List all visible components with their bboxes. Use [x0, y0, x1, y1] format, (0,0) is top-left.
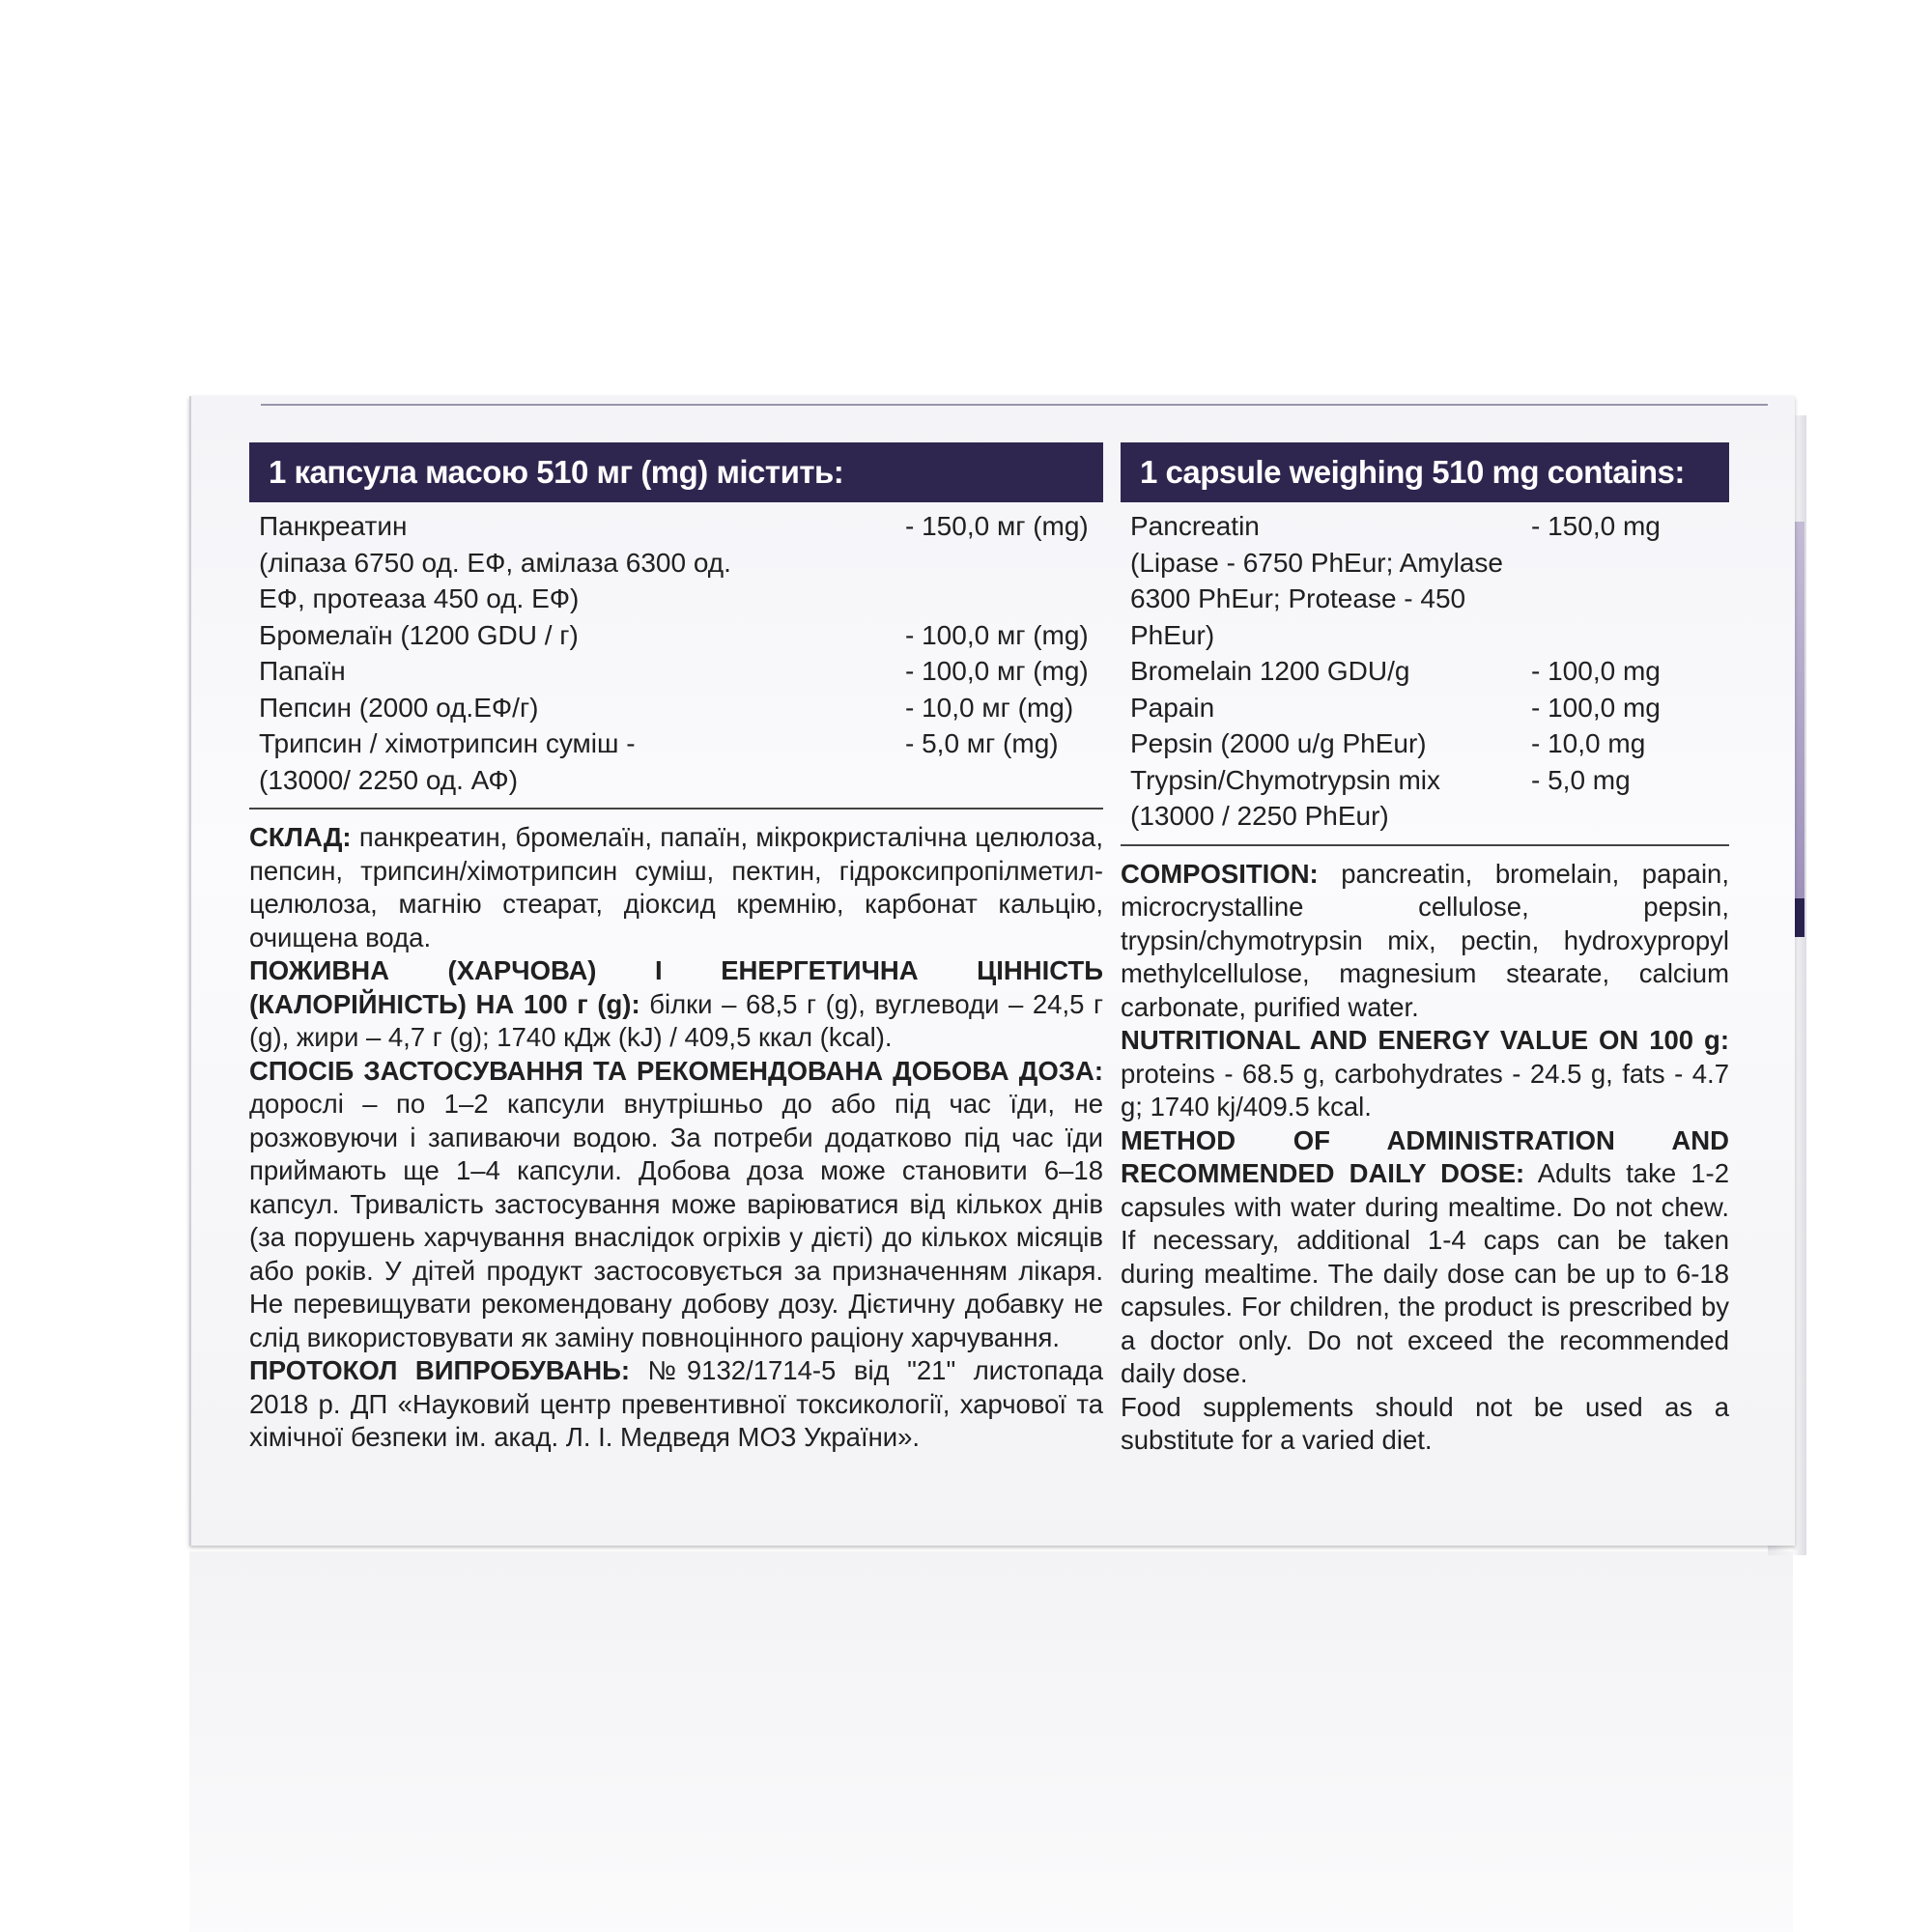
english-column [1121, 442, 1729, 1458]
table-row: Trypsin/Chymotrypsin mix - 5,0 mg [1130, 764, 1631, 795]
table-row: Bromelain 1200 GDU/g - 100,0 mg [1130, 656, 1661, 686]
table-row: (ліпаза 6750 од. ЕФ, амілаза 6300 од. [259, 547, 731, 578]
en-contents-header: 1 capsule weighing 510 mg contains: [1121, 442, 1729, 502]
table-row: Papain - 100,0 mg [1130, 692, 1661, 723]
table-row: Pancreatin - 150,0 mg [1130, 511, 1661, 541]
ua-protocol: ПРОТОКОЛ ВИПРОБУВАНЬ: №9132/1714-5 від "21" листопада 2018 р. ДП «Науковий центр превентивної токсикології, харчової та хімічної безпеки ім. акад. Л. І. Медведя МОЗ України». [249, 1355, 1103, 1452]
table-row: Папаїн - 100,0 мг (mg) [259, 656, 1089, 686]
ua-method: СПОСІБ ЗАСТОСУВАННЯ ТА РЕКОМЕНДОВАНА ДОБОВА ДОЗА: дорослі – по 1–2 капсули внутрішньо до або під час їди, не розжовуючи і запиваючи водою. За потреби додатково під час їди приймають ще 1–4 капсули. Добова доза може становити 6–18 капсул. Тривалість застосування може варіюватися від кількох днів (за порушень харчування внаслідок огріхів у дієті) до кількох місяців або років. У дітей продукт застосовується за призначенням лікаря. Не перевищувати рекомендовану добову дозу. Дієтичну добавку не слід використовувати як заміну повноцінного раціону харчування. [249, 1055, 1103, 1352]
ua-nutrition: ПОЖИВНА (ХАРЧОВА) І ЕНЕРГЕТИЧНА ЦІННІСТЬ (КАЛОРІЙНІСТЬ) НА 100 г (g): білки – 68,5 г (g), вуглеводи – 24,5 г (g), жири – 4,7 г (g); 1740 кДж (kJ) / 409,5 ккал (kcal). [249, 955, 1104, 1052]
reflection-fade [189, 1551, 1793, 1932]
surface-reflection [189, 1551, 1793, 1932]
table-row: Панкреатин - 150,0 мг (mg) [259, 511, 1089, 541]
en-method: METHOD OF ADMINISTRATION AND RECOMMENDED DAILY DOSE: Adults take 1-2 capsules with water during mealtime. Do not chew. If necessary, additional 1-4 caps can be taken during mealtime. The daily dose can be up to 6-18 capsules. For children, the product is prescribed by a doctor only. Do not exceed the recommended daily dose. [1121, 1124, 1729, 1388]
top-edge-line [261, 404, 1768, 406]
table-row: Трипсин / хімотрипсин суміш - - 5,0 мг (mg) [259, 728, 1059, 758]
table-row: Пепсин (2000 од.ЕФ/г) - 10,0 мг (mg) [259, 692, 1074, 723]
table-row: (13000/ 2250 од. АФ) [259, 764, 519, 795]
table-row: (Lipase - 6750 PhEur; Amylase [1130, 547, 1503, 578]
en-description [1121, 858, 1729, 1458]
ua-description [249, 821, 1103, 1455]
table-row: ЕФ, протеаза 450 од. ЕФ) [259, 583, 580, 613]
table-row: Бромелаїн (1200 GDU / г) - 100,0 мг (mg) [259, 619, 1089, 650]
en-ingredients-table [1121, 502, 1729, 846]
en-nutrition: NUTRITIONAL AND ENERGY VALUE ON 100 g: proteins - 68.5 g, carbohydrates - 24.5 g, fats - 4.7 g; 1740 kj/409.5 kcal. [1121, 1025, 1729, 1122]
ua-contents-header: 1 капсула масою 510 мг (mg) містить: [249, 442, 1103, 502]
table-row: Pepsin (2000 u/g PhEur) - 10,0 mg [1130, 728, 1646, 758]
table-row: 6300 PhEur; Protease - 450 PhEur) [1130, 583, 1466, 650]
en-composition: COMPOSITION: pancreatin, bromelain, papain, microcrystalline cellulose, pepsin, trypsin/chymotrypsin mix, pectin, hydroxypropyl methylcellulose, magnesium stearate, calcium carbonate, purified water. [1121, 858, 1729, 1022]
ua-ingredients-table [249, 502, 1103, 810]
ukrainian-column [249, 442, 1103, 1455]
ua-composition: СКЛАД: панкреатин, бромелаїн, папаїн, мікрокристалічна целюлоза, пепсин, трипсин/хімотрипсин суміш, пектин, гідроксипропілметил-целюлоза, магнію стеарат, діоксид кремнію, карбонат кальцію, очищена вода. [249, 822, 1103, 952]
en-supplement-note: Food supplements should not be used as a substitute for a varied diet. [1121, 1391, 1729, 1455]
table-row: (13000 / 2250 PhEur) [1130, 801, 1389, 831]
